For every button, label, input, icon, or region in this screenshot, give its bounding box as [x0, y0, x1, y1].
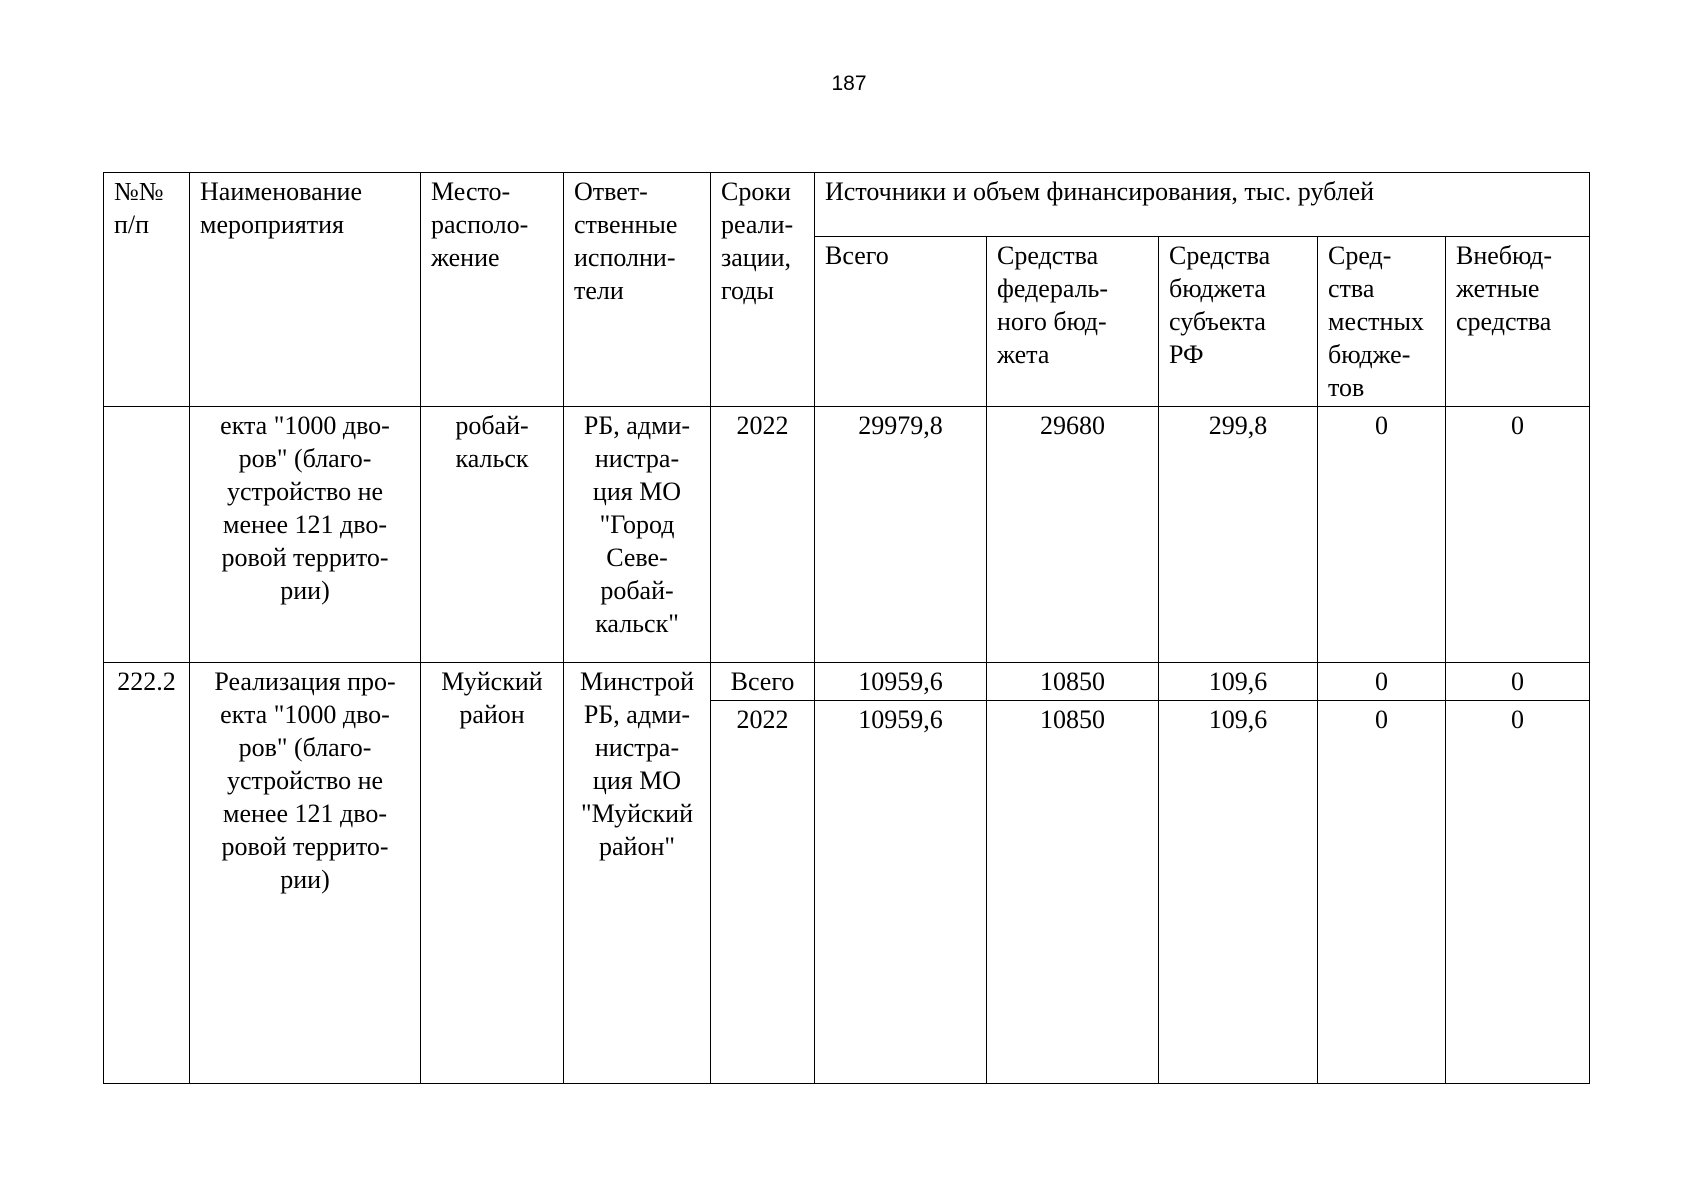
cell-federal: 10850: [987, 663, 1159, 701]
cell-local: 0: [1318, 701, 1446, 1084]
cell-total: 29979,8: [815, 407, 987, 663]
cell-local: 0: [1318, 663, 1446, 701]
cell-extra: 0: [1446, 663, 1590, 701]
financing-table: [103, 172, 1590, 1084]
header-num: №№ п/п: [104, 173, 190, 407]
header-extra: Внебюд- жетные средства: [1446, 237, 1590, 407]
header-row-1: [104, 173, 1590, 237]
cell-period: 2022: [711, 701, 815, 1084]
cell-total: 10959,6: [815, 701, 987, 1084]
header-funding-group: Источники и объем финансирования, тыс. рублей: [815, 173, 1590, 237]
header-name: Наименование мероприятия: [190, 173, 421, 407]
cell-period: Всего: [711, 663, 815, 701]
page-number: 187: [831, 72, 867, 95]
header-responsible: Ответ- ственные исполни- тели: [564, 173, 711, 407]
cell-subject: 109,6: [1159, 663, 1318, 701]
cell-total: 10959,6: [815, 663, 987, 701]
cell-extra: 0: [1446, 407, 1590, 663]
cell-federal: 29680: [987, 407, 1159, 663]
header-federal: Средства федераль- ного бюд- жета: [987, 237, 1159, 407]
cell-extra: 0: [1446, 701, 1590, 1084]
cell-federal: 10850: [987, 701, 1159, 1084]
header-total: Всего: [815, 237, 987, 407]
table-row-222-2-total: [104, 663, 1590, 701]
cell-subject: 299,8: [1159, 407, 1318, 663]
cell-num: 222.2: [104, 663, 190, 1084]
table-row-continued: [104, 407, 1590, 663]
cell-location: Муйский район: [421, 663, 564, 1084]
cell-responsible: РБ, адми- нистра- ция МО "Город Севе- робай- кальск": [564, 407, 711, 663]
cell-period: 2022: [711, 407, 815, 663]
cell-num: [104, 407, 190, 663]
cell-name: екта "1000 дво- ров" (благо- устройство не менее 121 дво- ровой террито- рии): [190, 407, 421, 663]
cell-local: 0: [1318, 407, 1446, 663]
header-period: Сроки реали- зации, годы: [711, 173, 815, 407]
cell-name: Реализация про- екта "1000 дво- ров" (благо- устройство не менее 121 дво- ровой террито- рии): [190, 663, 421, 1084]
header-local: Сред- ства местных бюдже- тов: [1318, 237, 1446, 407]
header-location: Место- располо- жение: [421, 173, 564, 407]
cell-responsible: Минстрой РБ, адми- нистра- ция МО "Муйский район": [564, 663, 711, 1084]
cell-location: робай- кальск: [421, 407, 564, 663]
header-subject: Средства бюджета субъекта РФ: [1159, 237, 1318, 407]
cell-subject: 109,6: [1159, 701, 1318, 1084]
